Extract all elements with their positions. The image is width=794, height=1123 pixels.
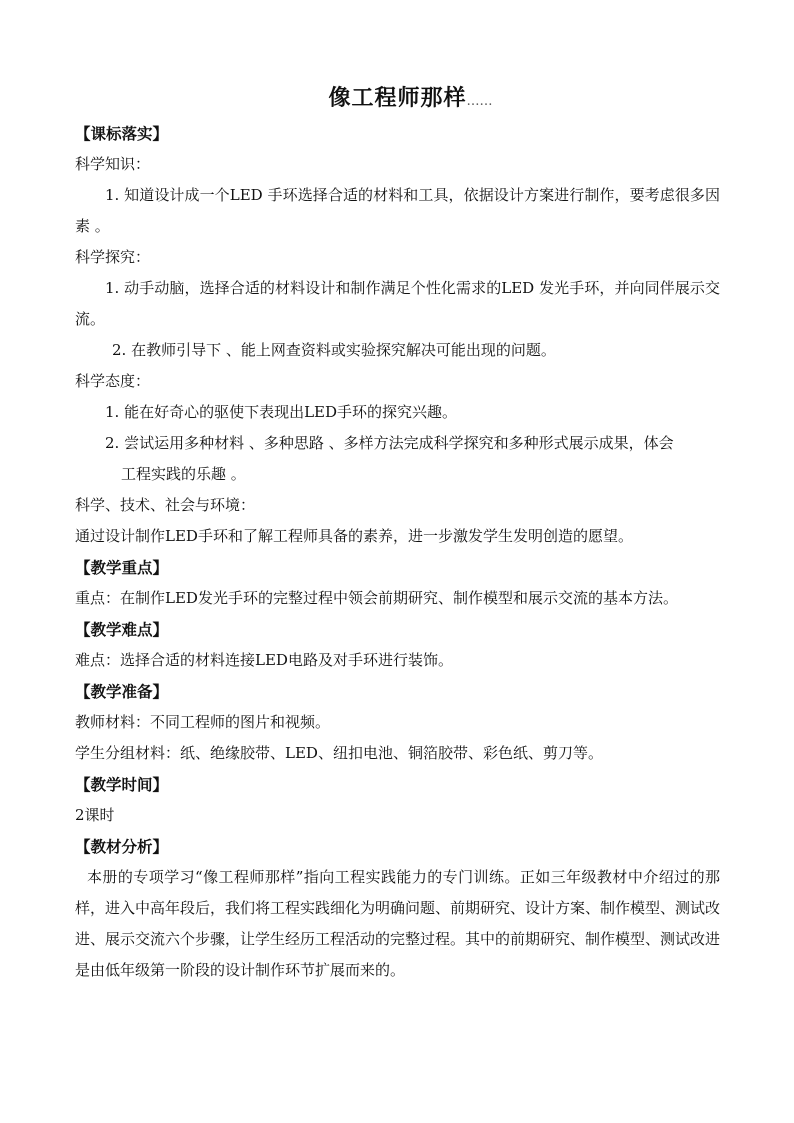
- document-page: [75, 78, 720, 986]
- inquiry-item-1: 1. 动手动脑，选择合适的材料设计和制作满足个性化需求的LED 发光手环，并向同伴展示交流。: [75, 279, 720, 328]
- difficulties-text: 难点：选择合适的材料连接LED电路及对手环进行装饰。: [75, 651, 453, 669]
- time-text: 2课时: [75, 806, 115, 824]
- heading-difficulties: 【教学难点】: [75, 620, 169, 639]
- label-sts: 科学、技术、社会与环境：: [75, 496, 256, 514]
- attitude-item-1: 1. 能在好奇心的驱使下表现出LED手环的探究兴趣。: [105, 403, 458, 421]
- label-science-inquiry: 科学探究：: [75, 248, 151, 266]
- inquiry-item-2: 2. 在教师引导下 、能上网查资料或实验探究解决可能出现的问题。: [112, 341, 556, 359]
- attitude-item-2-line-2: 工程实践的乐趣 。: [121, 465, 246, 483]
- preparation-teacher: 教师材料：不同工程师的图片和视频。: [75, 713, 331, 731]
- attitude-item-2-line-1: 2. 尝试运用多种材料 、多种思路 、多样方法完成科学探究和多种形式展示成果，体会: [105, 434, 674, 452]
- preparation-student: 学生分组材料：纸、绝缘胶带、LED、纽扣电池、铜箔胶带、彩色纸、剪刀等。: [75, 744, 603, 762]
- heading-time: 【教学时间】: [75, 775, 169, 794]
- title-ellipsis: ……: [466, 94, 493, 109]
- heading-curriculum: 【课标落实】: [75, 124, 169, 143]
- document-title: 像工程师那样: [328, 85, 467, 111]
- title-line: [101, 78, 720, 118]
- heading-key-points: 【教学重点】: [75, 558, 169, 577]
- heading-analysis: 【教材分析】: [75, 837, 169, 856]
- heading-preparation: 【教学准备】: [75, 682, 169, 701]
- knowledge-item-1: 1. 知道设计成一个LED 手环选择合适的材料和工具，依据设计方案进行制作，要考虑很多因素 。: [75, 186, 720, 235]
- label-science-attitude: 科学态度：: [75, 372, 151, 390]
- analysis-text: 本册的专项学习“像工程师那样”指向工程实践能力的专门训练。正如三年级教材中介绍过的那样，进入中高年段后，我们将工程实践细化为明确问题、前期研究、设计方案、制作模型、测试改进、展示交流六个步骤，让学生经历工程活动的完整过程。其中的前期研究、制作模型、测试改进是由低年级第一阶段的设计制作环节扩展而来的。: [75, 868, 721, 979]
- sts-text: 通过设计制作LED手环和了解工程师具备的素养，进一步激发学生发明创造的愿望。: [75, 527, 633, 545]
- label-science-knowledge: 科学知识：: [75, 155, 151, 173]
- key-points-text: 重点：在制作LED发光手环的完整过程中领会前期研究、制作模型和展示交流的基本方法。: [75, 589, 678, 607]
